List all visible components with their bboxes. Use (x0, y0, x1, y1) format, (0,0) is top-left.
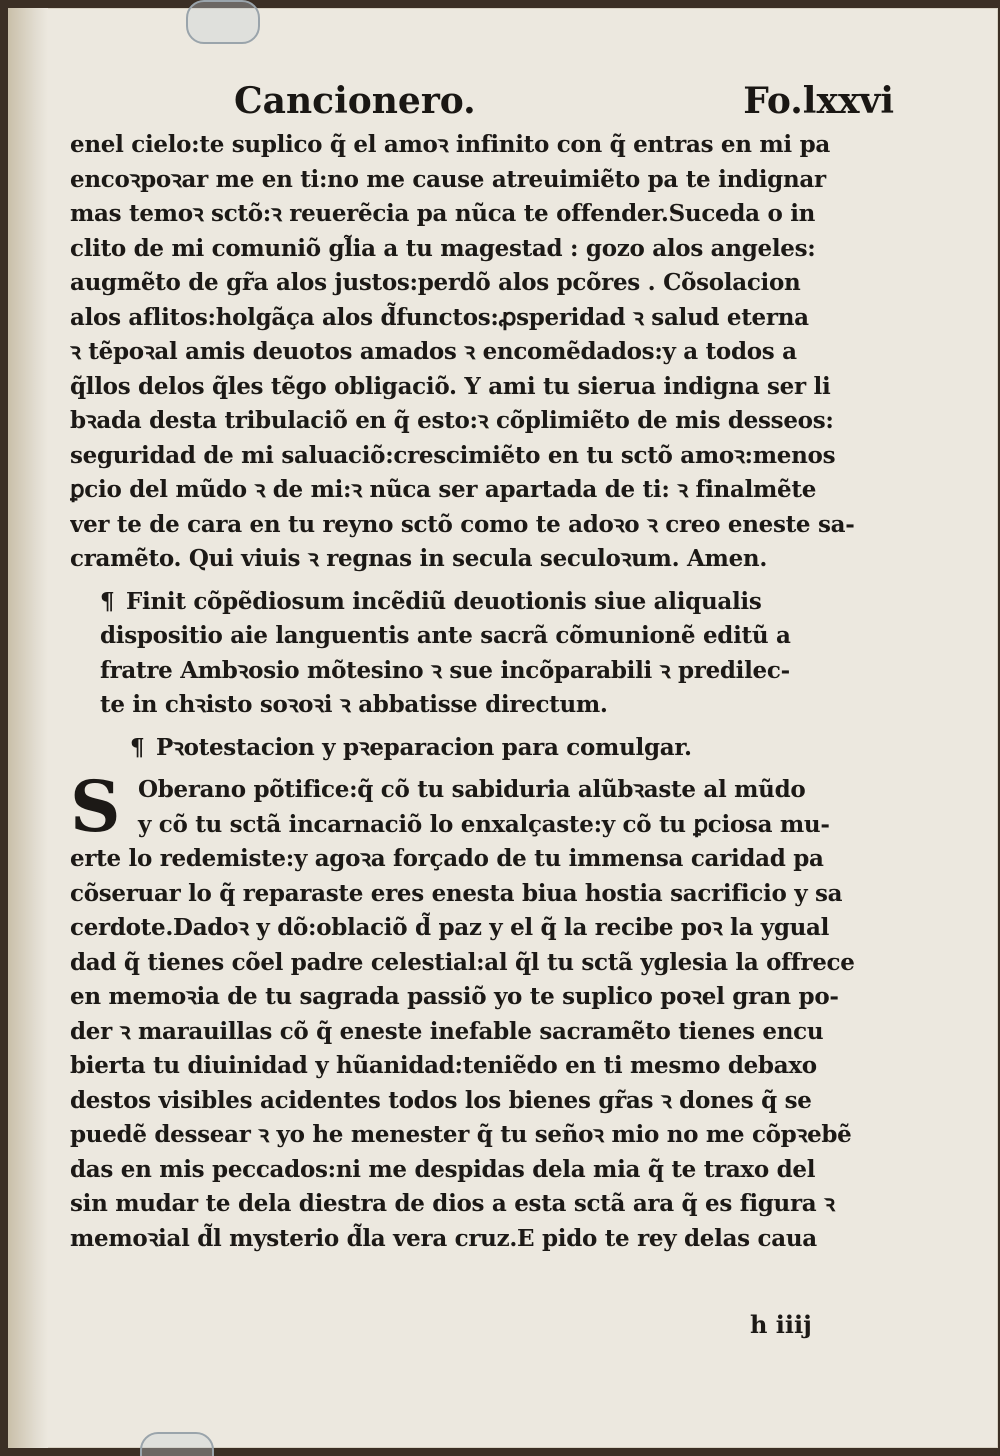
text-line: q̃llos delos q̃les tẽgo obligaciõ. Y ami tu sierua indigna ser li (70, 372, 831, 400)
text-line: augmẽto de gr̃a alos justos:perdõ alos pcõres . Cõsolacion (70, 269, 801, 296)
text-line: mas temoꝛ sctõ:ꝛ reuerẽcia pa nũca te offender.Suceda o in (70, 200, 816, 227)
text-line: dispositio aie languentis ante sacrã cõmunionẽ editũ a (100, 622, 791, 649)
book-leaf (8, 8, 998, 1448)
running-head: Cancionero. (234, 80, 476, 122)
text-line: seguridad de mi saluaciõ:crescimiẽto en tu sctõ amoꝛ:menos (70, 441, 836, 469)
text-line: cerdote.Dadoꝛ y dõ:oblaciõ d̃ paz y el q̃ la recibe poꝛ la ygual (70, 914, 830, 941)
drop-capital: S (70, 765, 121, 848)
text-line: das en mis peccados:ni me despidas dela mia q̃ te traxo del (70, 1155, 816, 1183)
signature-mark: h iiij (750, 1310, 812, 1339)
text-line: enel cielo:te suplico q̃ el amoꝛ infinito con q̃ entras en mi pa (70, 131, 830, 158)
text-line: dad q̃ tienes cõel padre celestial:al q̃l tu sctã yglesia la offrece (70, 948, 855, 976)
paper-clip-top (186, 0, 260, 44)
text-line: cõseruar lo q̃ reparaste eres enesta biua hostia sacrificio y sa (70, 879, 843, 907)
text-line: puedẽ dessear ꝛ yo he menester q̃ tu señoꝛ mio no me cõpꝛebẽ (70, 1121, 852, 1148)
body-paragraph (70, 128, 896, 577)
text-line: memoꝛial d̃l mysterio d̃la vera cruz.E pido te rey delas caua (70, 1224, 817, 1252)
colophon (70, 585, 896, 723)
paper-clip-bottom (140, 1432, 214, 1456)
text-line: alos aflitos:holgãça alos d̃functos:ꝓsperidad ꝛ salud eterna (70, 303, 809, 331)
text-line: sin mudar te dela diestra de dios a esta sctã ara q̃ es figura ꝛ (70, 1190, 835, 1217)
pilcrow-icon: ¶ (100, 587, 115, 615)
heading-text: Pꝛotestacion y pꝛeparacion para comulgar. (156, 733, 692, 761)
text-line: fratre Ambꝛosio mõtesino ꝛ sue incõparabili ꝛ predilec- (100, 656, 790, 684)
colophon-text: Finit cõpẽdiosum incẽdiũ deuotionis siue aliqualis (126, 587, 762, 615)
text-line: bꝛada desta tribulaciõ en q̃ esto:ꝛ cõplimiẽto de mis desseos: (70, 407, 834, 434)
text-line: y cõ tu sctã incarnaciõ lo enxalçaste:y cõ tu ꝑciosa mu- (138, 810, 830, 838)
section-heading (70, 731, 896, 766)
text-line: erte lo redemiste:y agoꝛa forçado de tu immensa caridad pa (70, 845, 824, 872)
text-line: bierta tu diuinidad y hũanidad:teniẽdo en ti mesmo debaxo (70, 1052, 817, 1079)
text-line: ver te de cara en tu reyno sctõ como te adoꝛo ꝛ creo eneste sa- (70, 510, 855, 538)
text-line (70, 585, 896, 620)
prayer-paragraph (70, 765, 896, 1256)
text-line: Oberano põtifice:q̃ cõ tu sabiduria alũbꝛaste al mũdo (138, 776, 806, 803)
text-line: encoꝛpoꝛar me en ti:no me cause atreuimiẽto pa te indignar (70, 165, 826, 193)
folio-number: Fo.lxxvi (743, 80, 894, 122)
binding-gutter (8, 8, 48, 1448)
page-header (234, 80, 894, 132)
text-line: clito de mi comuniõ gl̃ia a tu magestad : gozo alos angeles: (70, 234, 816, 262)
text-line (70, 731, 896, 766)
text-line: en memoꝛia de tu sagrada passiõ yo te suplico poꝛel gran po- (70, 983, 839, 1010)
text-line: destos visibles acidentes todos los bienes gr̃as ꝛ dones q̃ se (70, 1086, 812, 1114)
text-line: te in chꝛisto soꝛoꝛi ꝛ abbatisse directum. (100, 691, 608, 718)
text-line: cramẽto. Qui viuis ꝛ regnas in secula seculoꝛum. Amen. (70, 545, 768, 572)
text-block (70, 128, 896, 1256)
text-line: ꝛ tẽpoꝛal amis deuotos amados ꝛ encomẽdados:y a todos a (70, 338, 797, 365)
pilcrow-icon: ¶ (130, 733, 145, 761)
text-line: ꝑcio del mũdo ꝛ de mi:ꝛ nũca ser apartada de ti: ꝛ finalmẽte (70, 476, 817, 503)
text-line: der ꝛ marauillas cõ q̃ eneste inefable sacramẽto tienes encu (70, 1017, 824, 1045)
